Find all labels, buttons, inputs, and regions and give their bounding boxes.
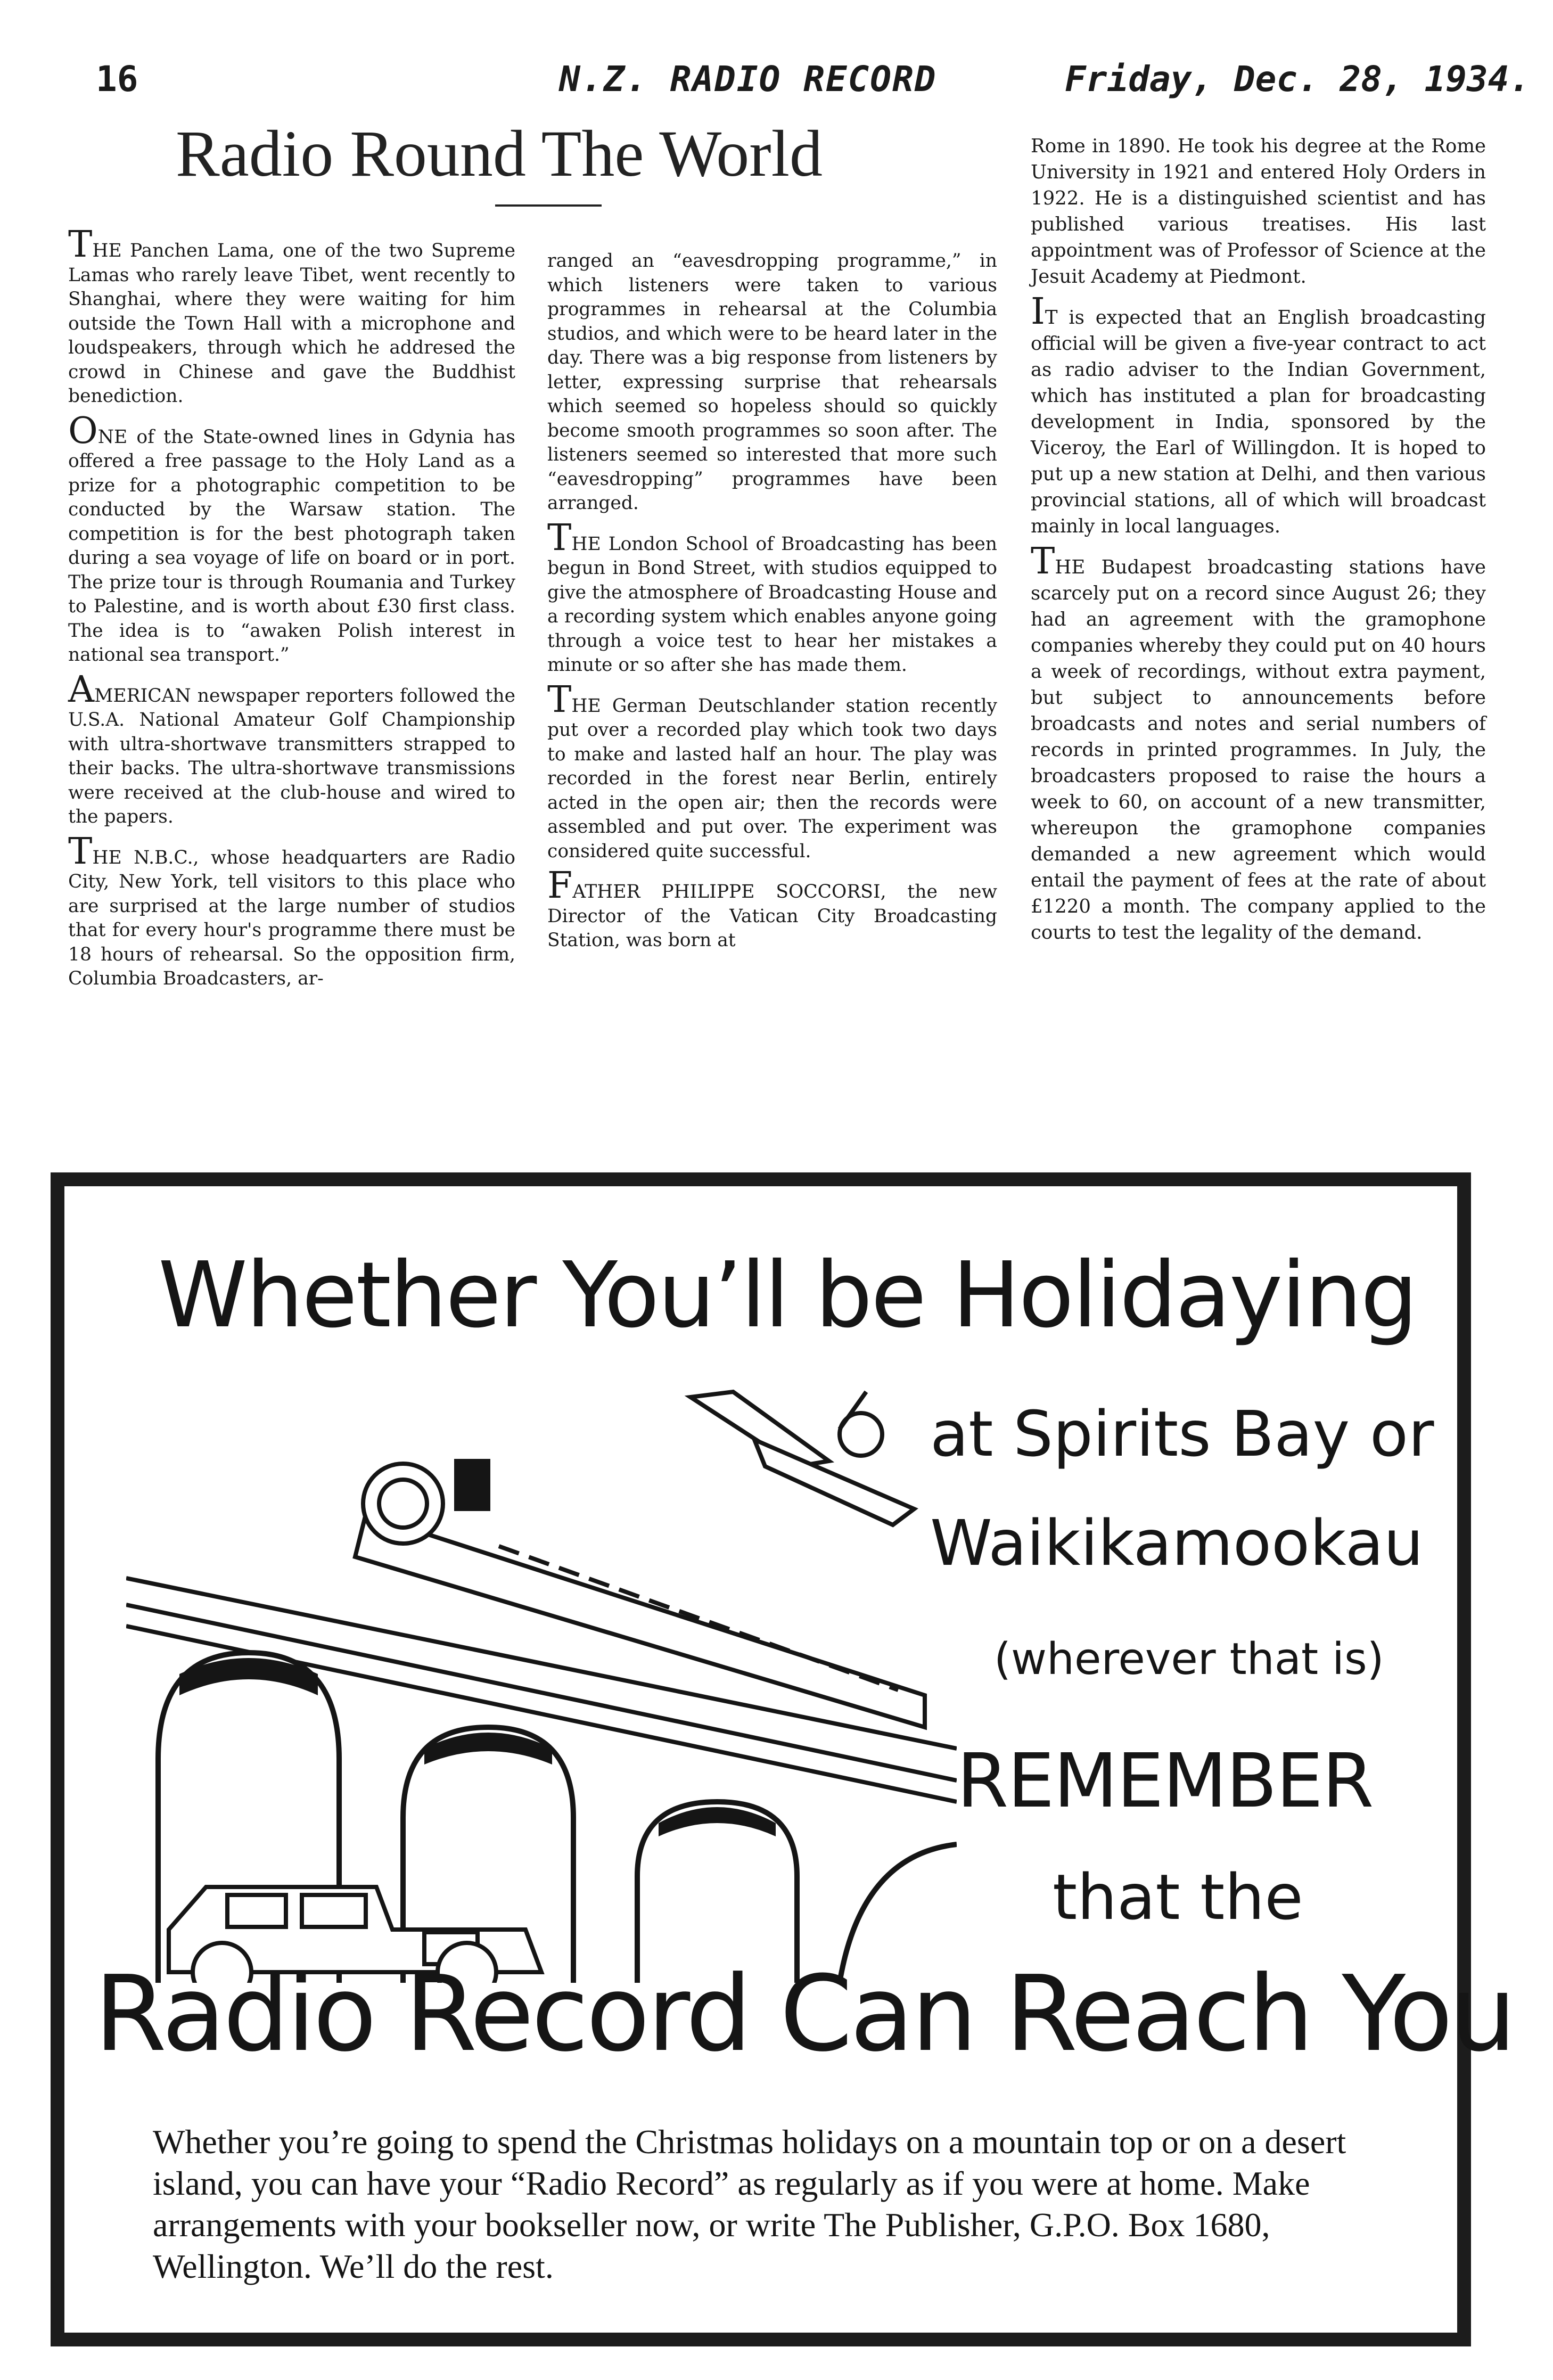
- ad-body-text: Whether you’re going to spend the Christmas holidays on a mountain top or on a desert island, you can have your “Radio Record” as regularly as if you were at home. Make arrangements with your bookseller now, or write The Publisher, G.P.O. Box 1680, Wellington. We’ll do the rest.: [153, 2123, 1346, 2285]
- ad-headline: Whether You’ll be Holidaying: [158, 1243, 1417, 1348]
- article-column-3: [1031, 133, 1486, 957]
- article-column-2: [547, 249, 997, 965]
- article-paragraph: THE Budapest broadcasting stations have scarcely put on a record since August 26; they had an agreement with the gramophone companies whereby they could put on 40 hours a week of recordings, without extra payment, but subject to announcements before broadcasts and notes and serial numbers of records in printed programmes. In July, the broadcasters proposed to raise the hours a week to 60, on account of a new transmitter, whereupon the gramophone companies demanded a new agreement which would entail the payment of fees at the rate of about £1220 a month. The company applied to the courts to test the legality of the demand.: [1031, 540, 1486, 943]
- train-viaduct-illustration: [126, 1376, 957, 1983]
- ad-line-remember: REMEMBER: [957, 1738, 1373, 1825]
- issue-date: Friday, Dec. 28, 1934.: [1065, 59, 1531, 100]
- article-paragraph: ranged an “eavesdropping programme,” in which listeners were taken to various programmes in rehearsal at the Columbia studios, and which were to be heard later in the day. There was a big response from listeners by letter, expressing surprise that rehearsals which seemed so hopeless should so quickly become smooth programmes so soon after. The listeners seemed so interested that more such “eavesdropping” programmes have been arranged.: [547, 250, 997, 514]
- publication-name: N.Z. RADIO RECORD: [559, 59, 937, 100]
- title-divider: [495, 204, 602, 207]
- article-paragraph: Rome in 1890. He took his degree at the Rome University in 1921 and entered Holy Orders in 1922. He is a distinguished scientist and has published various treatises. His last appointment was of Professor of Science at the Jesuit Academy at Piedmont.: [1031, 135, 1486, 288]
- article-paragraph: ONE of the State-owned lines in Gdynia has offered a free passage to the Holy Land as a prize for a photographic competition to be conducted by the Warsaw station. The competition is for the best photograph taken during a sea voyage of life on board or in port. The prize tour is through Roumania and Turkey to Palestine, and is worth about £30 first class. The idea is to “awaken Polish interest in national sea transport.”: [68, 409, 515, 666]
- ad-line-that-the: that the: [1053, 1860, 1303, 1934]
- article-paragraph: THE Panchen Lama, one of the two Supreme Lamas who rarely leave Tibet, went recently to Shanghai, where they were waiting for him outside the Town Hall with a microphone and loudspeakers, through which he addresed the crowd in Chinese and gave the Buddhist benediction.: [68, 224, 515, 407]
- article-paragraph: THE German Deutschlander station recently put over a recorded play which took two days to make and lasted half an hour. The play was recorded in the forest near Berlin, entirely acted in the open air; then the records were assembled and put over. The experiment was considered quite successful.: [547, 678, 997, 862]
- article-paragraph: IT is expected that an English broadcasting official will be given a five-year contract to act as radio adviser to the Indian Government, which has instituted a plan for broadcasting development in India, sponsored by the Viceroy, the Earl of Willingdon. It is hoped to put up a new station at Delhi, and then various provincial stations, all of which will broadcast mainly in local languages.: [1031, 291, 1486, 537]
- advertisement-box: [51, 1172, 1514, 2346]
- advertisement-content: [78, 1200, 1514, 2319]
- article-paragraph: AMERICAN newspaper reporters followed the U.S.A. National Amateur Golf Championship with ultra-shortwave transmitters strapped to their backs. The ultra-shortwave transmissions were received at the club-house and wired to the papers.: [68, 668, 515, 827]
- article-column-1: [68, 224, 515, 1003]
- ad-line-waikikamookau: Waikikamookau: [930, 1506, 1424, 1580]
- article-paragraph: THE London School of Broadcasting has been begun in Bond Street, with studios equipped to give the atmosphere of Broadcasting House and a recording system which enables anyone going through a voice test to hear her mistakes a minute or so after she has made them.: [547, 516, 997, 676]
- article-paragraph: FATHER PHILIPPE SOCCORSI, the new Director of the Vatican City Broadcasting Station, was born at: [547, 865, 997, 951]
- ad-bottom-headline: Radio Record Can Reach You: [94, 1954, 1514, 2075]
- ad-line-wherever: (wherever that is): [994, 1634, 1384, 1685]
- article-paragraph: THE N.B.C., whose headquarters are Radio City, New York, tell visitors to this place who are surprised at the large number of studios that for every hour's programme there must be 18 hours of rehearsal. So the opposition firm, Columbia Broadcasters, ar-: [68, 830, 515, 989]
- ad-line-spirits-bay: at Spirits Bay or: [930, 1397, 1434, 1471]
- article-title: Radio Round The World: [176, 117, 823, 190]
- page-number: 16: [96, 59, 138, 100]
